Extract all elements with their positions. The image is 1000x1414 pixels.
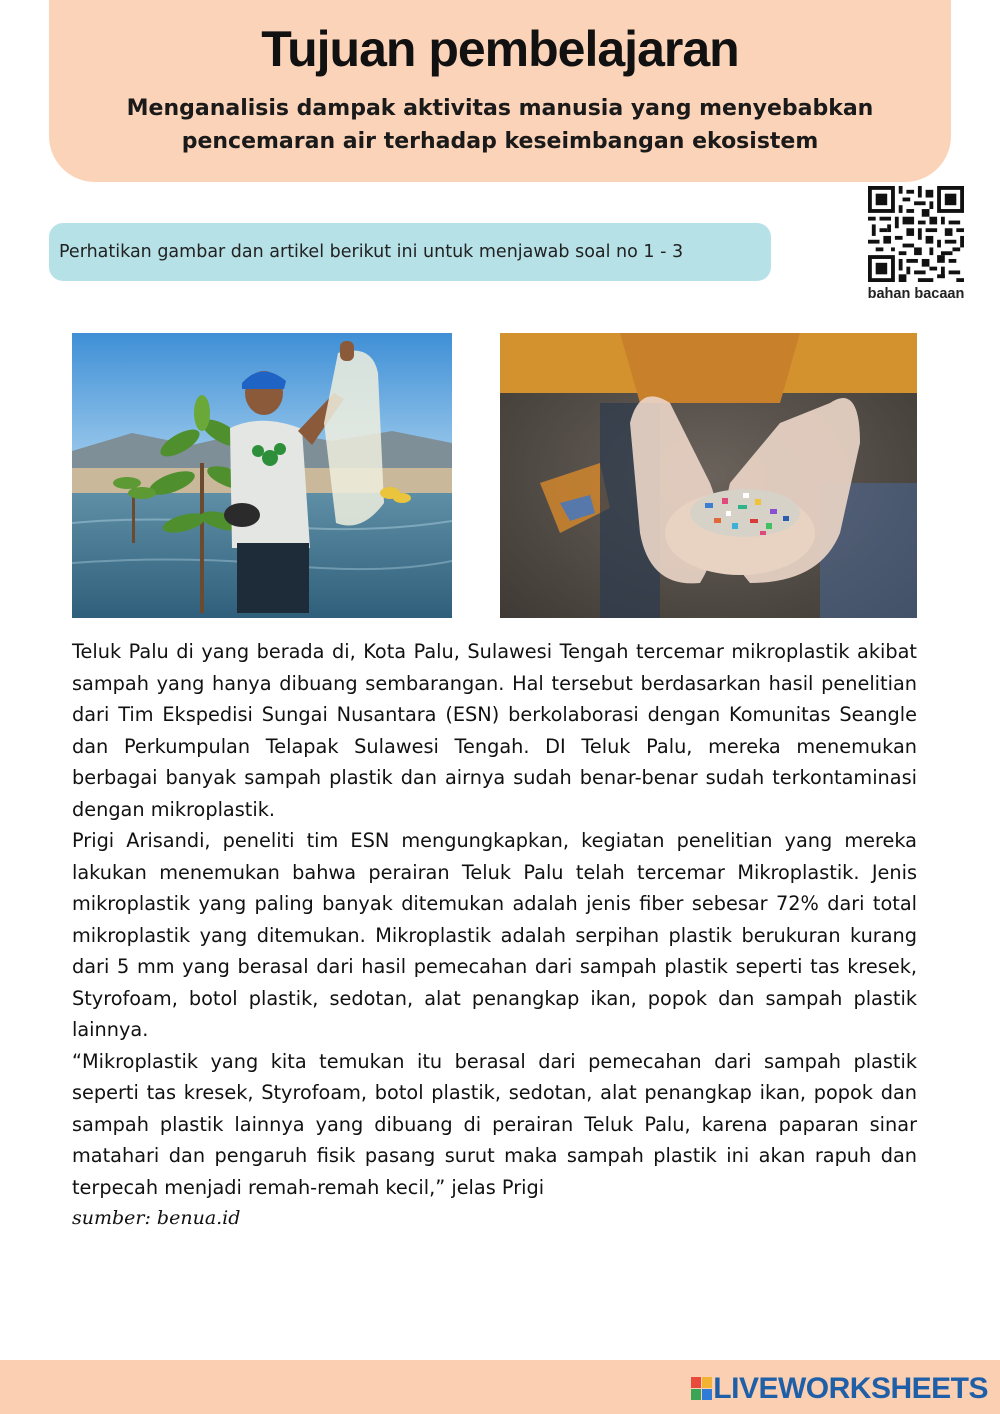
article-paragraph-2: Prigi Arisandi, peneliti tim ESN mengungkapkan, kegiatan penelitian yang mereka lakukan menemukan bahwa perairan Teluk Palu telah tercemar Mikroplastik. Jenis mikroplastik yang paling banyak ditemukan adalah jenis fiber sebesar 72% dari total mikroplastik yang ditemukan. Mikroplastik adalah serpihan plastik berukuran kurang dari 5 mm yang berasal dari hasil pemecahan dari sampah plastik seperti tas kresek, Styrofoam, botol plastik, sedotan, alat penangkap ikan, popok dan sampah plastik lainnya.	[72, 829, 917, 1041]
article-paragraph-3: “Mikroplastik yang kita temukan itu berasal dari pemecahan dari sampah plastik seperti tas kresek, Styrofoam, botol plastik, sedotan, alat penangkap ikan, popok dan sampah plastik lainnya yang dibuang di perairan Teluk Palu, karena paparan sinar matahari dan pengaruh fisik pasang surut maka sampah plastik ini akan rapuh dan terpecah menjadi remah-remah kecil,” jelas Prigi	[72, 1049, 917, 1199]
article-paragraph-1: Teluk Palu di yang berada di, Kota Palu, Sulawesi Tengah tercemar mikroplastik akibat sampah yang hanya dibuang sembarangan. Hal tersebut berdasarkan hasil penelitian dari Tim Ekspedisi Sungai Nusantara (ESN) berkolaborasi dengan Komunitas Seangle dan Perkumpulan Telapak Sulawesi Tengah. DI Teluk Palu, mereka menemukan berbagai banyak sampah plastik dan airnya sudah benar-benar sudah terkontaminasi dengan mikroplastik.	[72, 640, 917, 821]
article	[72, 636, 917, 1235]
learning-objective-text	[49, 92, 951, 158]
mangrove-photo	[72, 333, 452, 618]
subtitle-line-2: pencemaran air terhadap keseimbangan ekosistem	[181, 129, 819, 154]
liveworksheets-brand: LIVEWORKSHEETS	[713, 1372, 988, 1405]
article-source: sumber: benua.id	[72, 1207, 241, 1229]
qr-code-icon	[868, 186, 964, 282]
liveworksheets-logo[interactable]	[691, 1372, 988, 1406]
instruction-box: Perhatikan gambar dan artikel berikut ini untuk menjawab soal no 1 - 3	[49, 223, 771, 281]
live-blocks-icon	[691, 1377, 713, 1401]
qr-link[interactable]	[865, 186, 967, 302]
footer-bar	[0, 1360, 1000, 1414]
subtitle-line-1: Menganalisis dampak aktivitas manusia yang menyebabkan	[126, 96, 874, 121]
learning-objective-banner	[49, 0, 951, 182]
page-title: Tujuan pembelajaran	[261, 21, 739, 77]
qr-label: bahan bacaan	[867, 286, 965, 302]
microplastic-hands-photo	[500, 333, 917, 618]
